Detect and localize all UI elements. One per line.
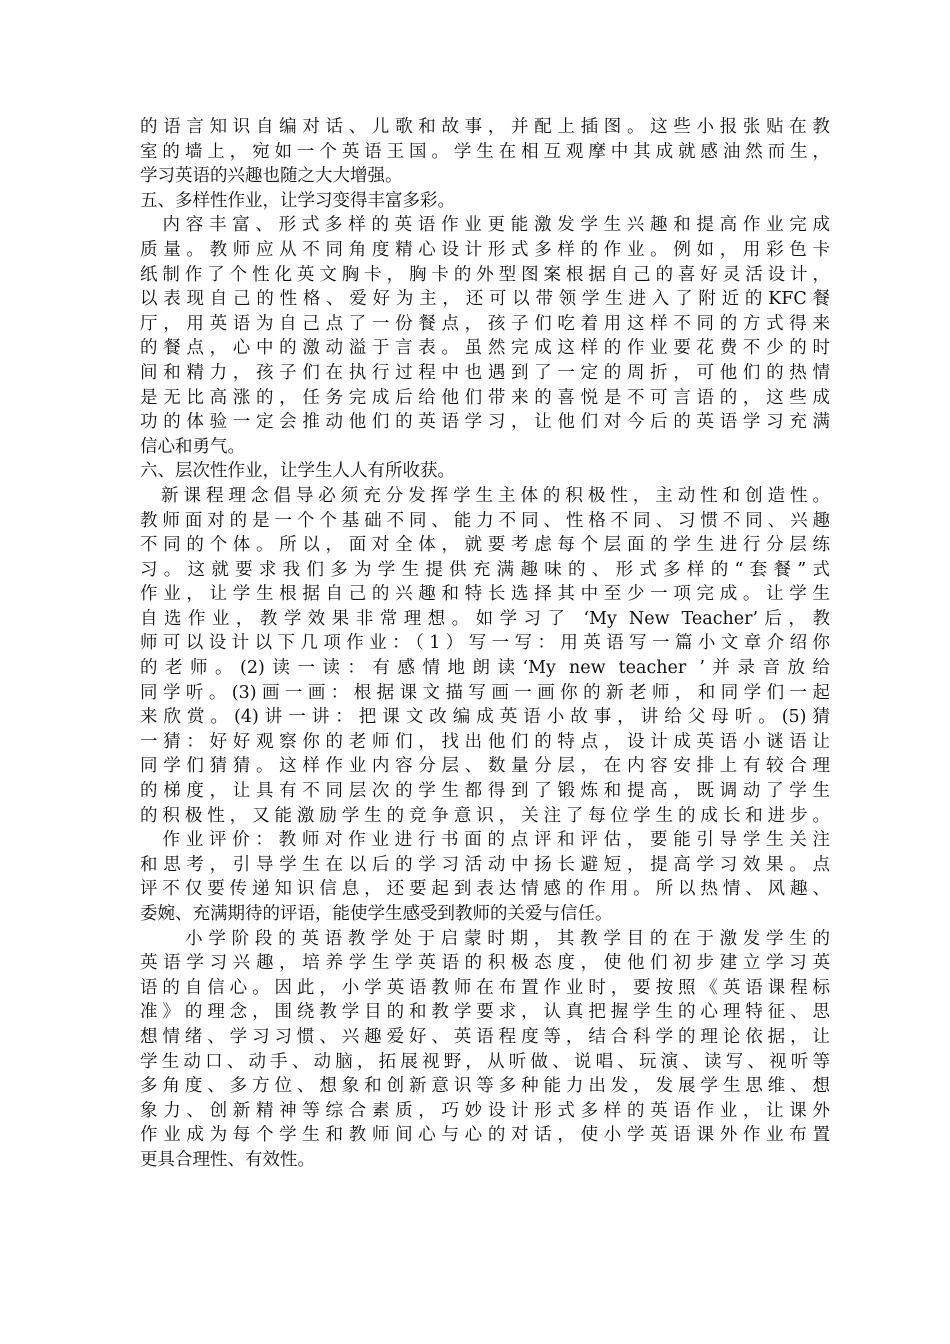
text-line: 语的自信心。因此，小学英语教师在布置作业时，要按照《英语课程标 xyxy=(140,977,830,998)
text-line: 的梯度，让具有不同层次的学生都得到了锻炼和提高，既调动了学生 xyxy=(140,781,830,802)
text-line: 室的墙上，宛如一个英语王国。学生在相互观摩中其成就感油然而生， xyxy=(140,141,830,162)
text-line: 习。这就要求我们多为学生提供充满趣味的、形式多样的“套餐”式 xyxy=(140,559,830,580)
text-line: 教师面对的是一个个基础不同、能力不同、性格不同、习惯不同、兴趣 xyxy=(140,510,830,531)
text-line: 的老师。(2)读一读：有感情地朗读‘My new teacher ’并录音放给 xyxy=(140,658,830,679)
text-line: 新课程理念倡导必须充分发挥学生主体的积极性，主动性和创造性。 xyxy=(140,485,830,506)
text-line: 内容丰富、形式多样的英语作业更能激发学生兴趣和提高作业完成 xyxy=(140,215,830,236)
text-line: 五、多样性作业，让学习变得丰富多彩。 xyxy=(140,190,455,211)
text-line: 六、层次性作业，让学生人人有所收获。 xyxy=(140,461,455,482)
text-line: 更具合理性、有效性。 xyxy=(140,1149,315,1170)
text-line: 间和精力，孩子们在执行过程中也遇到了一定的周折，可他们的热情 xyxy=(140,362,830,383)
text-line: 同学听。(3)画一画：根据课文描写画一画你的新老师，和同学们一起 xyxy=(140,682,830,703)
text-line: 的语言知识自编对话、儿歌和故事，并配上插图。这些小报张贴在教 xyxy=(140,117,830,137)
text-line: 厅，用英语为自己点了一份餐点，孩子们吃着用这样不同的方式得来 xyxy=(140,313,830,334)
text-line: 评不仅要传递知识信息，还要起到表达情感的作用。所以热情、风趣、 xyxy=(140,879,830,900)
text-line: 是无比高涨的，任务完成后给他们带来的喜悦是不可言语的，这些成 xyxy=(140,387,830,408)
text-line: 一猜：好好观察你的老师们，找出他们的特点，设计成英语小谜语让 xyxy=(140,731,830,752)
text-line: 多角度、多方位、想象和创新意识等多种能力出发，发展学生思维、想 xyxy=(140,1076,830,1097)
text-line: 的积极性，又能激励学生的竞争意识，关注了每位学生的成长和进步。 xyxy=(140,805,830,826)
text-line: 来欣赏。(4)讲一讲：把课文改编成英语小故事，讲给父母听。(5)猜 xyxy=(140,707,830,728)
text-line: 信心和勇气。 xyxy=(140,436,245,457)
text-line: 作业，让学生根据自己的兴趣和特长选择其中至少一项完成。让学生 xyxy=(140,584,830,605)
text-line: 同学们猜猜。这样作业内容分层、数量分层，在内容安排上有较合理 xyxy=(140,756,830,777)
text-line: 作业评价：教师对作业进行书面的点评和评估，要能引导学生关注 xyxy=(140,830,830,851)
text-line: 想情绪、学习习惯、兴趣爱好、英语程度等，结合科学的理论依据，让 xyxy=(140,1026,830,1047)
text-line: 学习英语的兴趣也随之大大增强。 xyxy=(140,166,403,187)
text-line: 学生动口、动手、动脑，拓展视野，从听做、说唱、玩演、读写、视听等 xyxy=(140,1051,830,1072)
text-line: 准》的理念，围绕教学目的和教学要求，认真把握学生的心理特征、思 xyxy=(140,1002,830,1023)
text-line: 自选作业，教学效果非常理想。如学习了 ‘My New Teacher’后，教 xyxy=(140,608,830,629)
text-line: 小学阶段的英语教学处于启蒙时期，其教学目的在于激发学生的 xyxy=(140,928,830,949)
text-line: 的餐点，心中的激动溢于言表。虽然完成这样的作业要花费不少的时 xyxy=(140,338,830,359)
document-body xyxy=(140,115,830,1173)
text-line: 委婉、充满期待的评语，能使学生感受到教师的关爱与信任。 xyxy=(140,904,613,924)
text-line: 功的体验一定会推动他们的英语学习，让他们对今后的英语学习充满 xyxy=(140,412,830,433)
text-line: 以表现自己的性格、爱好为主，还可以带领学生进入了附近的KFC餐 xyxy=(140,289,830,310)
text-line: 英语学习兴趣，培养学生学英语的积极态度，使他们初步建立学习英 xyxy=(140,953,830,974)
text-line: 和思考，引导学生在以后的学习活动中扬长避短，提高学习效果。点 xyxy=(140,854,830,875)
text-line: 不同的个体。所以，面对全体，就要考虑每个层面的学生进行分层练 xyxy=(140,535,830,556)
text-line: 质量。教师应从不同角度精心设计形式多样的作业。例如，用彩色卡 xyxy=(140,239,830,260)
text-line: 纸制作了个性化英文胸卡，胸卡的外型图案根据自己的喜好灵活设计， xyxy=(140,264,830,285)
text-line: 作业成为每个学生和教师间心与心的对话，使小学英语课外作业布置 xyxy=(140,1125,830,1146)
text-line: 象力、创新精神等综合素质，巧妙设计形式多样的英语作业，让课外 xyxy=(140,1100,830,1121)
text-line: 师可以设计以下几项作业：（1）写一写：用英语写一篇小文章介绍你 xyxy=(140,633,830,654)
